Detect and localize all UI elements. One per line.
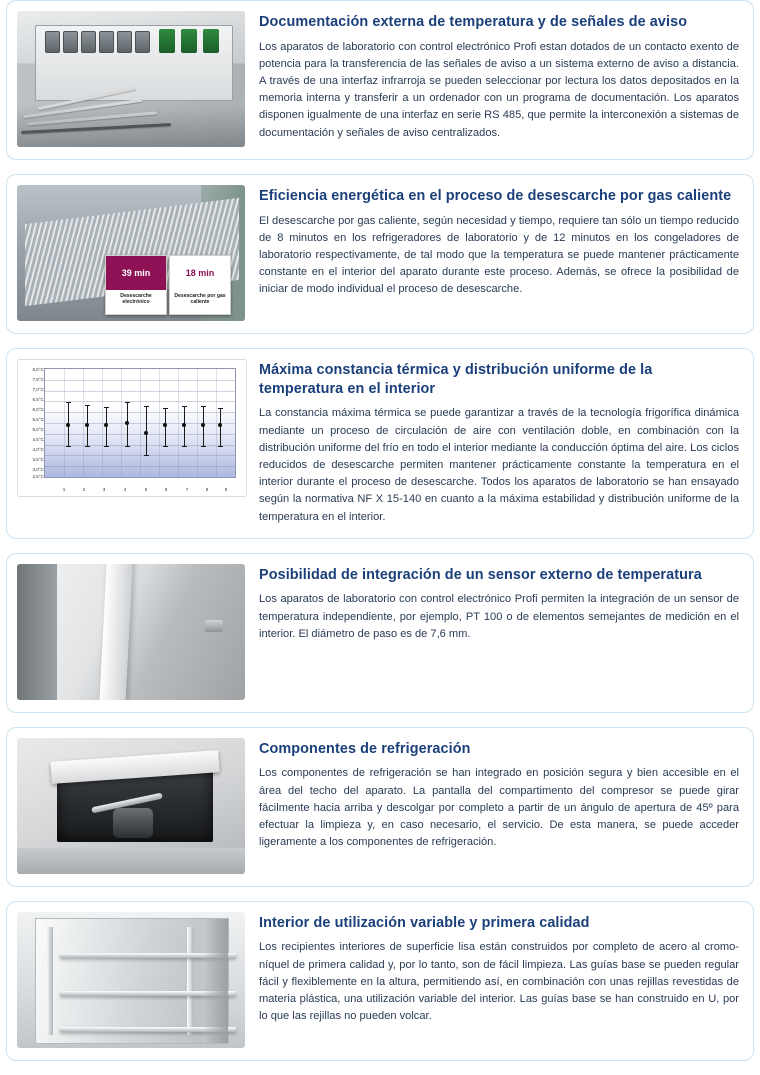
x-tick-label: 3: [102, 487, 106, 492]
errorbar-cap: [144, 406, 149, 407]
interior-cabinet: [35, 918, 229, 1044]
temperature-chart: [17, 359, 247, 497]
datapoint: [66, 423, 70, 427]
feature-title: Eficiencia energética en el proceso de desescarche por gas caliente: [259, 188, 732, 204]
door-edge: [99, 564, 133, 700]
y-tick-label: 3,0°C: [32, 467, 44, 472]
feature-text: El desescarche por gas caliente, según necesidad y tiempo, requiere tan sólo un tiempo reducido de 8 minutos en los refrigeradores de laboratorio y de 12 minutos en los congeladores de laboratorio respectivamente, de tal modo que la temperatura se puede mantener prácticamente constante en el interior del aparato durante este proceso. Además, se ofrece la posibilidad de iniciar de modo individual el proceso de desescarche.: [259, 214, 739, 296]
x-tick-label: 4: [123, 487, 127, 492]
errorbar-cap: [182, 406, 187, 407]
photo-shadow: [17, 105, 245, 147]
datapoint: [201, 423, 205, 427]
feature-image-container: [17, 11, 245, 147]
feature-section-constancia-termica: [6, 348, 754, 539]
y-tick-label: 5,0°C: [32, 427, 44, 432]
terminal-block: [63, 31, 78, 53]
gridline-vertical: [159, 369, 160, 477]
errorbar-cap: [104, 446, 109, 447]
errorbar-cap: [182, 446, 187, 447]
feature-section-documentacion-externa: [6, 0, 754, 160]
x-tick-label: 1: [62, 487, 66, 492]
errorbar-cap: [218, 446, 223, 447]
y-tick-label: 7,0°C: [32, 387, 44, 392]
cabinet-side: [17, 564, 57, 700]
feature-section-componentes-refrigeracion: [6, 727, 754, 887]
chart-area: [18, 360, 246, 496]
datapoint: [85, 423, 89, 427]
feature-title: Documentación externa de temperatura y de señales de aviso: [259, 14, 688, 30]
datapoint: [125, 421, 129, 425]
interior-shelves-photo: [17, 912, 245, 1048]
datapoint: [104, 423, 108, 427]
x-tick-label: 5: [144, 487, 148, 492]
x-tick-label: 2: [82, 487, 86, 492]
gridline-vertical: [140, 369, 141, 477]
y-tick-label: 2,5°C: [32, 474, 44, 479]
feature-text: Los recipientes interiores de superficie lisa están construidos por completo de acero al cromo-níquel de primera calidad y, por lo tanto, son de fácil limpieza. Las guías base se pueden regular fácil y flexiblemente en la altura, permitiendo así, en combinación con unas rejillas revestidas de materia plástica, una utilización variable del interior. Las guías base se han construido en U, por lo que las rejillas no pueden volcar.: [259, 941, 739, 1023]
gridline-vertical: [121, 369, 122, 477]
green-connector: [159, 29, 175, 53]
door-inner: [202, 919, 228, 1043]
terminal-block: [45, 31, 60, 53]
errorbar-cap: [125, 402, 130, 403]
x-tick-label: 9: [224, 487, 228, 492]
y-tick-label: 8,0°C: [32, 367, 44, 372]
errorbar-cap: [144, 455, 149, 456]
gridline-vertical: [64, 369, 65, 477]
feature-body: [259, 359, 739, 526]
x-tick-label: 6: [164, 487, 168, 492]
feature-section-eficiencia-desescarche: [6, 174, 754, 334]
errorbar-cap: [85, 446, 90, 447]
errorbar-cap: [163, 446, 168, 447]
feature-image-container: [17, 564, 245, 700]
errorbar-cap: [85, 405, 90, 406]
feature-section-interior-variable: [6, 901, 754, 1061]
compressor-compartment-photo: [17, 738, 245, 874]
feature-image-container: [17, 359, 245, 497]
y-tick-label: 6,5°C: [32, 397, 44, 402]
feature-body: [259, 738, 739, 852]
feature-text: Los aparatos de laboratorio con control electrónico Profi estan dotados de un contacto exento de potencia para la transferencia de las señales de aviso a un sistema externo de aviso a distancia. A través de una interfaz infrarroja se pueden seleccionar por lectura los datos depositados en la memoria interna y transferir a un ordenador con un programa de documentación. Los aparatos disponen igualmente de una interfaz en serie RS 485, que permite la interconexión a sistemas de documentación y señales de aviso centralizados.: [259, 40, 739, 139]
green-connector: [181, 29, 197, 53]
defrost-label-electronic: [105, 255, 167, 315]
y-tick-label: 4,5°C: [32, 437, 44, 442]
chart-plot: [44, 368, 236, 478]
shelf-rail: [187, 927, 194, 1035]
shelf-rail: [46, 927, 53, 1035]
errorbar-cap: [218, 408, 223, 409]
feature-text: Los componentes de refrigeración se han integrado en posición segura y bien accesible en el área del techo del aparato. La pantalla del compartimento del compresor se puede girar fácilmente hacia arriba y descolgar por completo a partir de un ángulo de apertura de 45º para efectuar la limpieza y, en caso necesario, el servicio. De esta manera, se puede acceder ligeramente a los componentes de refrigeración.: [259, 767, 739, 849]
feature-image-container: [17, 738, 245, 874]
feature-text: La constancia máxima térmica se puede garantizar a través de la tecnología frigorífica dinámica mediante un proceso de circulación de aire con ventilación doble, en combinación con la distribución uniforme del frío en todo el interior mediante la conducción óptima del aire. Los ciclos reducidos de desescarche permiten mantener prácticamente constante la temperatura en el interior durante el proceso de desescarche. Todos los aparatos de laboratorio se han ensayado según la normativa NF X 15-140 en cuanto a la máxima estabilidad y distribución uniforme de la temperatura en el interior.: [259, 407, 739, 523]
feature-body: [259, 564, 739, 643]
y-tick-label: 6,0°C: [32, 407, 44, 412]
y-tick-label: 7,5°C: [32, 377, 44, 382]
feature-body: [259, 912, 739, 1026]
terminal-block: [117, 31, 132, 53]
terminal-block: [81, 31, 96, 53]
feature-title: Posibilidad de integración de un sensor externo de temperatura: [259, 566, 702, 583]
feature-body: [259, 185, 739, 299]
green-connector: [203, 29, 219, 53]
errorbar-cap: [66, 446, 71, 447]
errorbar-cap: [201, 406, 206, 407]
terminal-block: [135, 31, 150, 53]
errorbar-cap: [201, 446, 206, 447]
y-tick-label: 5,5°C: [32, 417, 44, 422]
datapoint: [163, 423, 167, 427]
y-tick-label: 4,0°C: [32, 447, 44, 452]
defrost-label-hotgas: [169, 255, 231, 315]
x-tick-label: 7: [185, 487, 189, 492]
feature-title: Interior de utilización variable y primera calidad: [259, 914, 590, 931]
datapoint: [218, 423, 222, 427]
errorbar-cap: [104, 407, 109, 408]
door-port-photo: [17, 564, 245, 700]
gridline-vertical: [83, 369, 84, 477]
y-tick-label: 3,5°C: [32, 457, 44, 462]
terminal-block: [99, 31, 114, 53]
gridline-vertical: [216, 369, 217, 477]
feature-image-container: [17, 185, 245, 321]
compressor-unit: [113, 808, 153, 838]
errorbar-cap: [163, 408, 168, 409]
cabinet-top: [17, 848, 245, 874]
feature-title: Componentes de refrigeración: [259, 740, 471, 757]
errorbar-cap: [125, 446, 130, 447]
feature-title: Máxima constancia térmica y distribución uniforme de la temperatura en el interior: [259, 362, 653, 397]
control-board-photo: [17, 11, 245, 147]
gridline-vertical: [178, 369, 179, 477]
feature-body: [259, 11, 739, 142]
port-fitting: [205, 620, 223, 632]
defrost-label-caption: Desescarche electrónico: [120, 293, 152, 306]
feature-section-sensor-externo: [6, 553, 754, 713]
gridline-vertical: [197, 369, 198, 477]
feature-image-container: [17, 912, 245, 1048]
defrost-time-value: 39 min: [106, 256, 166, 290]
x-tick-label: 8: [205, 487, 209, 492]
feature-text: Los aparatos de laboratorio con control electrónico Profi permiten la integración de un sensor de temperatura independiente, por ejemplo, PT 100 o de elementos semejantes de medición en el interior. El diámetro de paso es de 7,6 mm.: [259, 593, 739, 640]
errorbar-cap: [66, 402, 71, 403]
defrost-time-value: 18 min: [170, 256, 230, 290]
defrost-label-caption: Desescarche por gas caliente: [174, 293, 226, 306]
gridline-vertical: [102, 369, 103, 477]
datapoint: [144, 431, 148, 435]
datapoint: [182, 423, 186, 427]
evaporator-defrost-photo: [17, 185, 245, 321]
